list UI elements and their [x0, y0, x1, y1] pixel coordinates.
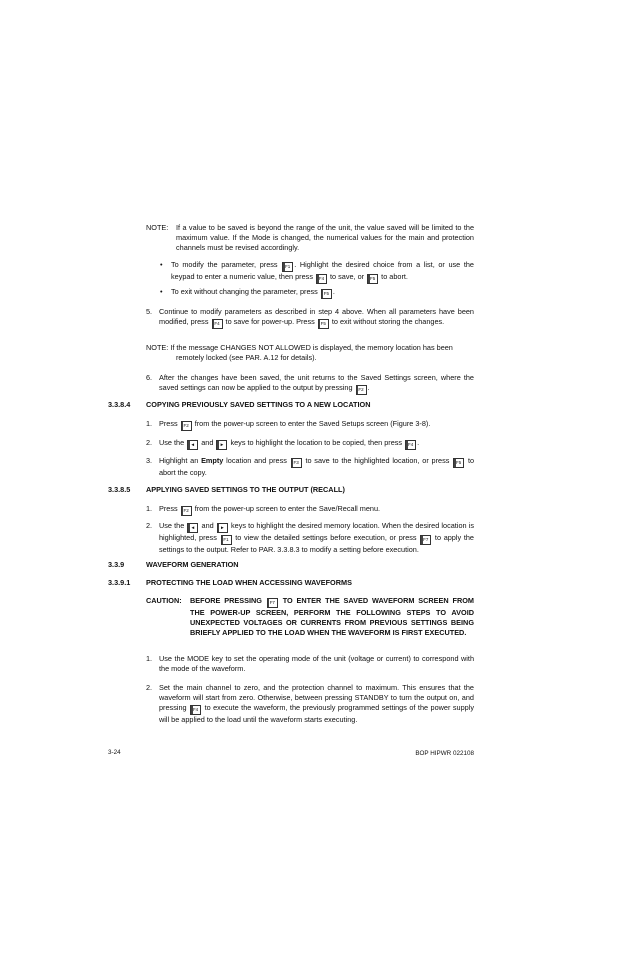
section-number: 3.3.8.4 — [108, 400, 131, 409]
bullet-dot: • — [160, 260, 163, 269]
bullet-exit: To exit without changing the parameter, press F5 . — [171, 287, 474, 299]
note-locked-text: NOTE: If the message CHANGES NOT ALLOWED is displayed, the memory location has been — [146, 343, 453, 352]
step-number: 1. — [146, 419, 153, 428]
f2-key-icon: F2 — [356, 385, 367, 395]
waveform-step1: Use the MODE key to set the operating mode of the unit (voltage or current) to correspond with the mode of the waveform. — [159, 654, 474, 673]
f7-key-icon: F7 — [420, 535, 431, 545]
section-title: WAVEFORM GENERATION — [146, 560, 239, 569]
waveform-step2: Set the main channel to zero, and the protection channel to maximum. This ensures that the waveform will start from zero. Otherwise, between pressing STANDBY to turn the output on, and pressing F4 to execute the waveform, the previously programmed settings of the power supply will be applied to the load until the waveform starts executing. — [159, 683, 474, 724]
step-number: 2. — [146, 683, 153, 692]
f4-key-icon: F4 — [190, 705, 201, 715]
section-title: COPYING PREVIOUSLY SAVED SETTINGS TO A NEW LOCATION — [146, 400, 371, 409]
right-arrow-key-icon: ► — [217, 523, 228, 533]
section-title: APPLYING SAVED SETTINGS TO THE OUTPUT (RECALL) — [146, 485, 345, 494]
left-arrow-key-icon: ◄ — [187, 440, 198, 450]
caution-text: BEFORE PRESSING F7 TO ENTER THE SAVED WAVEFORM SCREEN FROM THE POWER-UP SCREEN, PERFORM THE FOLLOWING STEPS TO AVOID UNEXPECTED VOLTAGES OR CURRENTS FROM PREVIOUS SETTINGS BEING BRIEFLY APPLIED TO THE LOAD WHEN THE WAVEFORM IS FIRST EXECUTED. — [190, 596, 475, 637]
bullet-modify: To modify the parameter, press F1 . Highlight the desired choice from a list, or use the keypad to enter a numeric value, then press F4 to save, or F5 to abort. — [171, 260, 474, 284]
section-number: 3.3.9 — [108, 560, 125, 569]
bullet-dot: • — [160, 287, 163, 296]
section-title: PROTECTING THE LOAD WHEN ACCESSING WAVEFORMS — [146, 578, 352, 587]
f4-key-icon: F4 — [212, 319, 223, 329]
right-arrow-key-icon: ► — [216, 440, 227, 450]
f5-key-icon: F5 — [321, 289, 332, 299]
copy-step1: Press F2 from the power-up screen to enter the Saved Setups screen (Figure 3-8). — [159, 419, 474, 431]
f2-key-icon: F2 — [181, 421, 192, 431]
f2-key-icon: F2 — [181, 506, 192, 516]
note-text: If a value to be saved is beyond the range of the unit, the value saved will be limited to the maximum value. If the Mode is changed, the numerical values for the main and protection channels must be revised accordingly. — [176, 223, 474, 252]
doc-id: BOP HIPWR 022108 — [415, 750, 474, 757]
f3-key-icon: F3 — [291, 458, 302, 468]
f4-key-icon: F4 — [405, 440, 416, 450]
step-number: 5. — [146, 307, 153, 316]
f4-key-icon: F4 — [316, 274, 327, 284]
step-number: 6. — [146, 373, 153, 382]
f7-key-icon: F7 — [267, 598, 278, 608]
step5-text: Continue to modify parameters as described in step 4 above. When all parameters have been modified, press F4 to save for power-up. Press F5 to exit without storing the changes. — [159, 307, 474, 329]
step-number: 3. — [146, 456, 153, 465]
caution-label: CAUTION: — [146, 596, 182, 605]
f1-key-icon: F1 — [221, 535, 232, 545]
f1-key-icon: F1 — [282, 262, 293, 272]
step-number: 2. — [146, 521, 153, 530]
copy-step3: Highlight an Empty location and press F3 to save to the highlighted location, or press F5 to abort the copy. — [159, 456, 475, 477]
f5-key-icon: F5 — [367, 274, 378, 284]
f5-key-icon: F5 — [453, 458, 464, 468]
recall-step2: Use the ◄ and ► keys to highlight the desired memory location. When the desired location is highlighted, press F1 to view the detailed settings before execution, or press F7 to apply the settings to the output. Refer to PAR. 3.3.8.3 to modify a setting before execution. — [159, 521, 474, 554]
step-number: 1. — [146, 504, 153, 513]
section-number: 3.3.8.5 — [108, 485, 131, 494]
copy-step2: Use the ◄ and ► keys to highlight the location to be copied, then press F4 . — [159, 438, 474, 450]
left-arrow-key-icon: ◄ — [187, 523, 198, 533]
step6-text: After the changes have been saved, the unit returns to the Saved Settings screen, where the saved settings can now be applied to the output by pressing F2 . — [159, 373, 474, 395]
note-locked-text-cont: remotely locked (see PAR. A.12 for details). — [176, 353, 317, 362]
page-number: 3-24 — [108, 749, 121, 756]
f5-key-icon: F5 — [318, 319, 329, 329]
note-label: NOTE: — [146, 223, 169, 232]
recall-step1: Press F2 from the power-up screen to enter the Save/Recall menu. — [159, 504, 474, 516]
step-number: 1. — [146, 654, 153, 663]
step-number: 2. — [146, 438, 153, 447]
section-number: 3.3.9.1 — [108, 578, 131, 587]
